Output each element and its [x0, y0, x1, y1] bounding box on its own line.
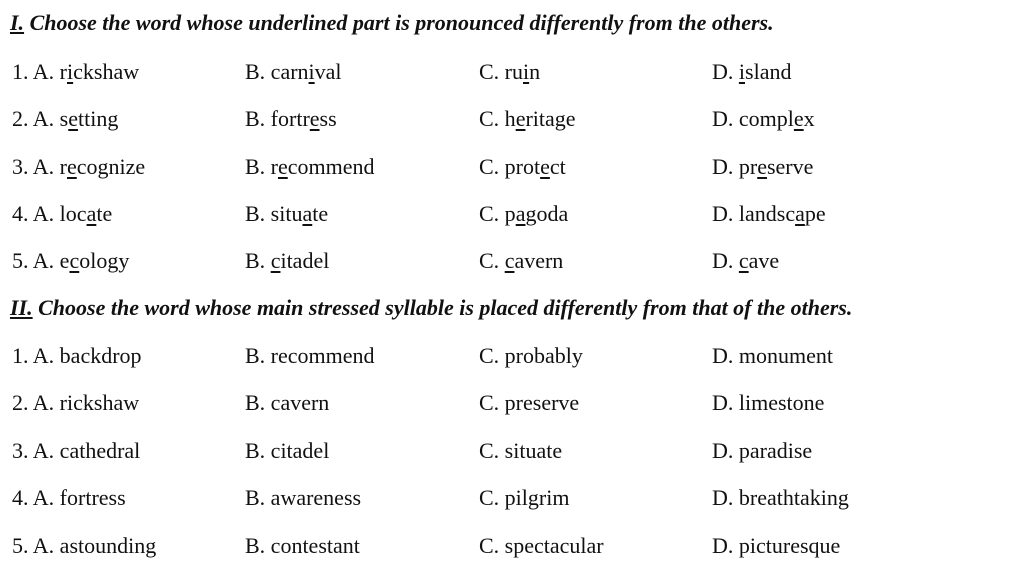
option-c: C. pilgrim	[479, 485, 570, 510]
section-2-numeral: II.	[10, 295, 33, 320]
option-b: B. situate	[245, 201, 329, 226]
option-d: D. paradise	[712, 438, 813, 463]
option-a: 3. A. recognize	[12, 154, 146, 179]
option-a: 1. A. backdrop	[12, 343, 142, 368]
option-d: D. monument	[712, 343, 833, 368]
section-1-instruction: Choose the word whose underlined part is pronounced differently from the others.	[24, 10, 774, 35]
option-c: C. preserve	[479, 390, 580, 415]
option-d: D. limestone	[712, 390, 825, 415]
option-c: C. protect	[479, 154, 566, 179]
option-b: B. cavern	[245, 390, 330, 415]
option-b: B. citadel	[245, 248, 330, 273]
section-2-instruction: Choose the word whose main stressed syllable is placed differently from that of the others.	[32, 295, 853, 320]
option-d: D. landscape	[712, 201, 826, 226]
option-d: D. cave	[712, 248, 780, 273]
option-a: 1. A. rickshaw	[12, 59, 140, 84]
option-c: C. situate	[479, 438, 563, 463]
option-c: C. pagoda	[479, 201, 569, 226]
option-b: B. recommend	[245, 343, 375, 368]
option-b: B. awareness	[245, 485, 362, 510]
option-a: 3. A. cathedral	[12, 438, 141, 463]
option-a: 2. A. rickshaw	[12, 390, 140, 415]
option-d: D. breathtaking	[712, 485, 849, 510]
option-b: B. fortress	[245, 106, 337, 131]
section-2-heading	[10, 293, 852, 323]
option-a: 5. A. ecology	[12, 248, 130, 273]
option-a: 4. A. fortress	[12, 485, 126, 510]
option-b: B. citadel	[245, 438, 330, 463]
option-d: D. complex	[712, 106, 815, 131]
option-d: D. picturesque	[712, 533, 841, 558]
option-b: B. contestant	[245, 533, 360, 558]
option-b: B. carnival	[245, 59, 342, 84]
option-d: D. preserve	[712, 154, 814, 179]
option-c: C. probably	[479, 343, 583, 368]
section-1-heading	[10, 8, 774, 38]
option-c: C. spectacular	[479, 533, 604, 558]
option-d: D. island	[712, 59, 792, 84]
option-a: 5. A. astounding	[12, 533, 157, 558]
option-b: B. recommend	[245, 154, 375, 179]
section-1-numeral: I.	[10, 10, 25, 35]
option-a: 4. A. locate	[12, 201, 113, 226]
option-c: C. cavern	[479, 248, 564, 273]
option-c: C. ruin	[479, 59, 541, 84]
option-c: C. heritage	[479, 106, 576, 131]
option-a: 2. A. setting	[12, 106, 119, 131]
